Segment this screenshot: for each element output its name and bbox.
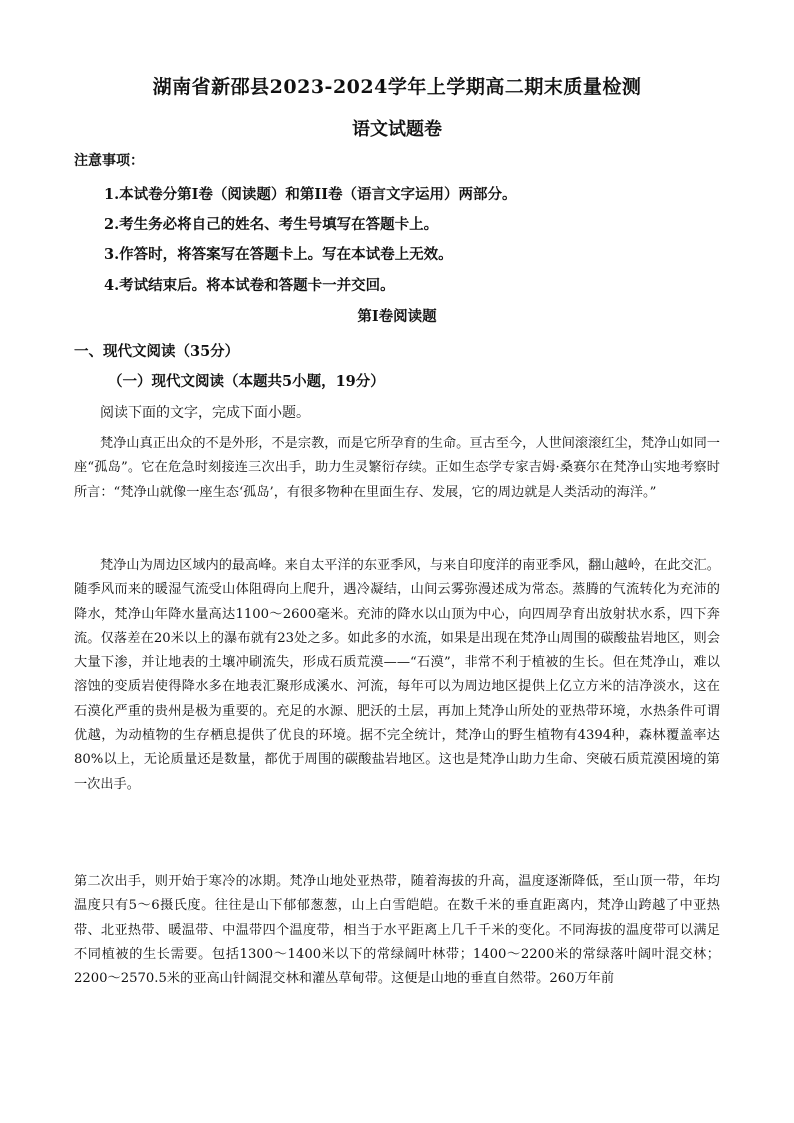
passage-paragraph xyxy=(74,870,720,991)
notice-item: 4.考试结束后。将本试卷和答题卡一并交回。 xyxy=(104,277,395,294)
notice-heading: 注意事项： xyxy=(74,153,144,169)
passage-paragraph xyxy=(74,432,720,505)
exam-title: 湖南省新邵县2023-2024学年上学期高二期末质量检测 xyxy=(152,76,642,98)
notice-item: 2.考生务必将自己的姓名、考生号填写在答题卡上。 xyxy=(104,216,439,233)
exam-subtitle: 语文试题卷 xyxy=(352,119,442,140)
passage-paragraph xyxy=(74,554,720,797)
notice-item: 1.本试卷分第Ⅰ卷（阅读题）和第II卷（语言文字运用）两部分。 xyxy=(104,186,517,203)
instruction-text: 阅读下面的文字，完成下面小题。 xyxy=(100,405,310,421)
subpart-heading: （一）现代文阅读（本题共5小题，19分） xyxy=(108,373,385,390)
notice-item: 3.作答时，将答案写在答题卡上。写在本试卷上无效。 xyxy=(104,246,453,263)
paragraph-text: 梵净山为周边区域内的最高峰。来自太平洋的东亚季风，与来自印度洋的南亚季风，翻山越岭，在此交汇。随季风而来的暖湿气流受山体阻碍向上爬升，遇冷凝结，山间云雾弥漫述成为常态。蒸腾的气流转化为充沛的降水，梵净山年降水量高达1100～2600毫米。充沛的降水以山顶为中心，向四周孕育出放射状水系，四下奔流。仅落差在20米以上的瀑布就有23处之多。如此多的水流，如果是出现在梵净山周围的碳酸盐岩地区，则会大量下渗，并让地表的土壤冲刷流失，形成石质荒漠——“石漠”，非常不利于植被的生长。但在梵净山，难以溶蚀的变质岩使得降水多在地表汇聚形成溪水、河流，每年可以为周边地区提供上亿立方米的洁净淡水，这在石漠化严重的贵州是极为重要的。充足的水源、肥沃的土层，再加上梵净山所处的亚热带环境，水热条件可谓优越，为动植物的生存栖息提供了优良的环境。据不完全统计，梵净山的野生植物有4394种，森林覆盖率达80%以上，无论质量还是数量，都优于周围的碳酸盐岩地区。这也是梵净山助力生命、突破石质荒漠困境的第一次出手。 xyxy=(74,558,720,792)
paragraph-text: 第二次出手，则开始于寒冷的冰期。梵净山地处亚热带，随着海拔的升高，温度逐渐降低，至山顶一带，年均温度只有5～6摄氏度。往往是山下郁郁葱葱，山上白雪皑皑。在数千米的垂直距离内，梵净山跨越了中亚热带、北亚热带、暖温带、中温带四个温度带，相当于水平距离上几千千米的变化。不同海拔的温度带可以满足不同植被的生长需要。包括1300～1400米以下的常绿阔叶林带；1400～2200米的常绿落叶阔叶混交林；2200～2570.5米的亚高山针阔混交林和灌丛草甸带。这便是山地的垂直自然带。260万年前 xyxy=(74,874,720,987)
paragraph-text: 梵净山真正出众的不是外形，不是宗教，而是它所孕育的生命。亘古至今，人世间滚滚红尘，梵净山如同一座“孤岛”。它在危急时刻接连三次出手，助力生灵繁衍存续。正如生态学专家吉姆·桑赛尔在梵净山实地考察时所言：“梵净山就像一座生态‘孤岛’，有很多物种在里面生存、发展，它的周边就是人类活动的海洋。” xyxy=(74,436,720,500)
section-title: 第Ⅰ卷阅读题 xyxy=(357,308,437,325)
part-heading: 一、现代文阅读（35分） xyxy=(74,343,240,360)
